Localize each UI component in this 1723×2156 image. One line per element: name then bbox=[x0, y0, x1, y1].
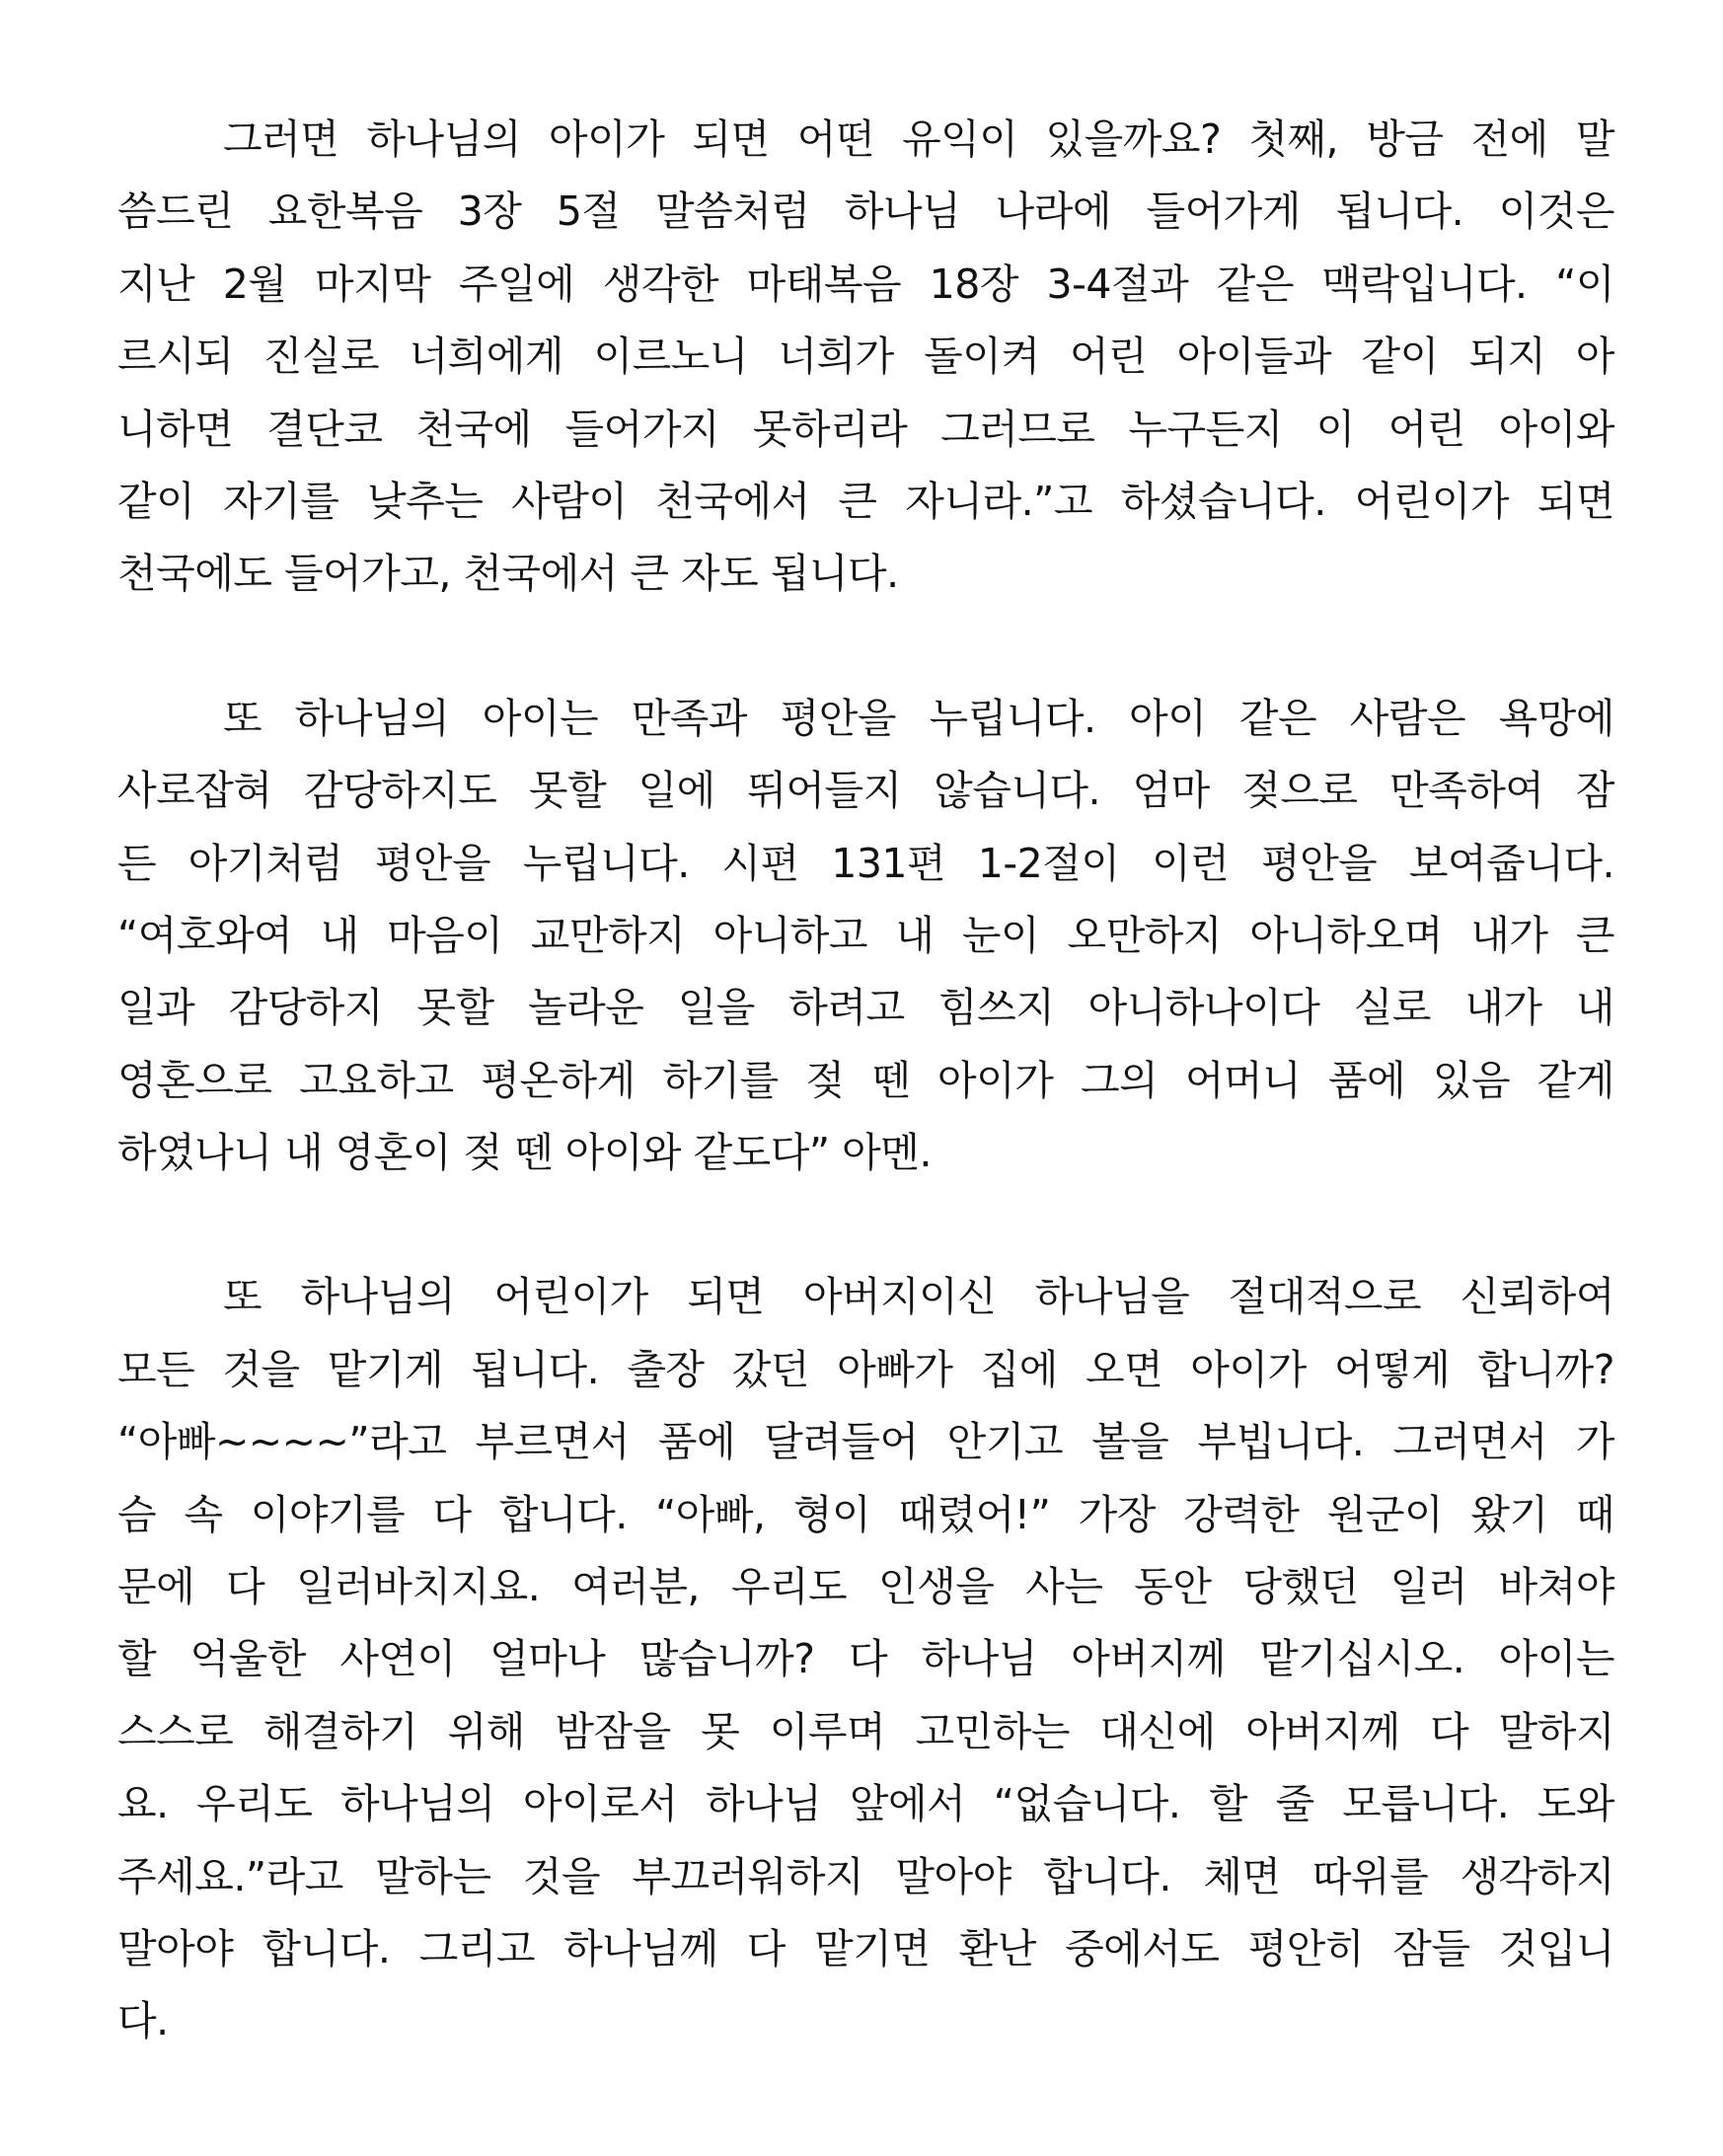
paragraph bbox=[117, 683, 1614, 1190]
text-line: 씀드린 요한복음 3장 5절 말씀처럼 하나님 나라에 들어가게 됩니다. 이것은 bbox=[117, 187, 1614, 236]
text-line: 영혼으로 고요하고 평온하게 하기를 젖 뗀 아이가 그의 어머니 품에 있음 같게 bbox=[117, 1056, 1614, 1104]
text-line: 문에 다 일러바치지요. 여러분, 우리도 인생을 사는 동안 당했던 일러 바쳐야 bbox=[117, 1563, 1614, 1611]
text-line: 일과 감당하지 못할 놀라운 일을 하려고 힘쓰지 아니하나이다 실로 내가 내 bbox=[117, 984, 1614, 1032]
text-line: “아빠~~~~”라고 부르면서 품에 달려들어 안기고 볼을 부빕니다. 그러면서 가 bbox=[117, 1418, 1614, 1466]
text-line: 할 억울한 사연이 얼마나 많습니까? 다 하나님 아버지께 맡기십시오. 아이는 bbox=[117, 1635, 1614, 1683]
text-line: 다. bbox=[117, 1997, 169, 2045]
text-line: 천국에도 들어가고, 천국에서 큰 자도 됩니다. bbox=[117, 550, 899, 598]
text-line: 또 하나님의 아이는 만족과 평안을 누립니다. 아이 같은 사람은 욕망에 bbox=[223, 694, 1614, 742]
text-line: 요. 우리도 하나님의 아이로서 하나님 앞에서 “없습니다. 할 줄 모릅니다. 도와 bbox=[117, 1780, 1614, 1828]
text-line: 또 하나님의 어린이가 되면 아버지이신 하나님을 절대적으로 신뢰하여 bbox=[223, 1273, 1614, 1321]
text-line: 말아야 합니다. 그리고 하나님께 다 맡기면 환난 중에서도 평안히 잠들 것입니 bbox=[117, 1924, 1614, 1972]
text-line: 니하면 결단코 천국에 들어가지 못하리라 그러므로 누구든지 이 어린 아이와 bbox=[117, 405, 1614, 453]
text-line: 지난 2월 마지막 주일에 생각한 마태복음 18장 3-4절과 같은 맥락입니다. “이 bbox=[117, 260, 1614, 308]
paragraph bbox=[117, 104, 1614, 611]
text-line: 슴 속 이야기를 다 합니다. “아빠, 형이 때렸어!” 가장 강력한 원군이 왔기 때 bbox=[117, 1490, 1614, 1538]
text-line: 같이 자기를 낮추는 사람이 천국에서 큰 자니라.”고 하셨습니다. 어린이가 되면 bbox=[117, 477, 1614, 525]
text-line: 든 아기처럼 평안을 누립니다. 시편 131편 1-2절이 이런 평안을 보여줍니다. bbox=[117, 839, 1614, 887]
text-line: 하였나니 내 영혼이 젖 뗀 아이와 같도다” 아멘. bbox=[117, 1129, 932, 1177]
text-line: 사로잡혀 감당하지도 못할 일에 뛰어들지 않습니다. 엄마 젖으로 만족하여 잠 bbox=[117, 767, 1614, 815]
text-line: 스스로 해결하기 위해 밤잠을 못 이루며 고민하는 대신에 아버지께 다 말하지 bbox=[117, 1707, 1614, 1755]
text-line: 모든 것을 맡기게 됩니다. 출장 갔던 아빠가 집에 오면 아이가 어떻게 합니까? bbox=[117, 1345, 1614, 1393]
text-line: 르시되 진실로 너희에게 이르노니 너희가 돌이켜 어린 아이들과 같이 되지 아 bbox=[117, 333, 1614, 381]
document-page bbox=[117, 104, 1614, 2058]
paragraph bbox=[117, 1261, 1614, 2057]
text-line: 그러면 하나님의 아이가 되면 어떤 유익이 있을까요? 첫째, 방금 전에 말 bbox=[223, 115, 1614, 163]
text-line: 주세요.”라고 말하는 것을 부끄러워하지 말아야 합니다. 체면 따위를 생각하지 bbox=[117, 1852, 1614, 1900]
text-line: “여호와여 내 마음이 교만하지 아니하고 내 눈이 오만하지 아니하오며 내가 큰 bbox=[117, 911, 1614, 959]
